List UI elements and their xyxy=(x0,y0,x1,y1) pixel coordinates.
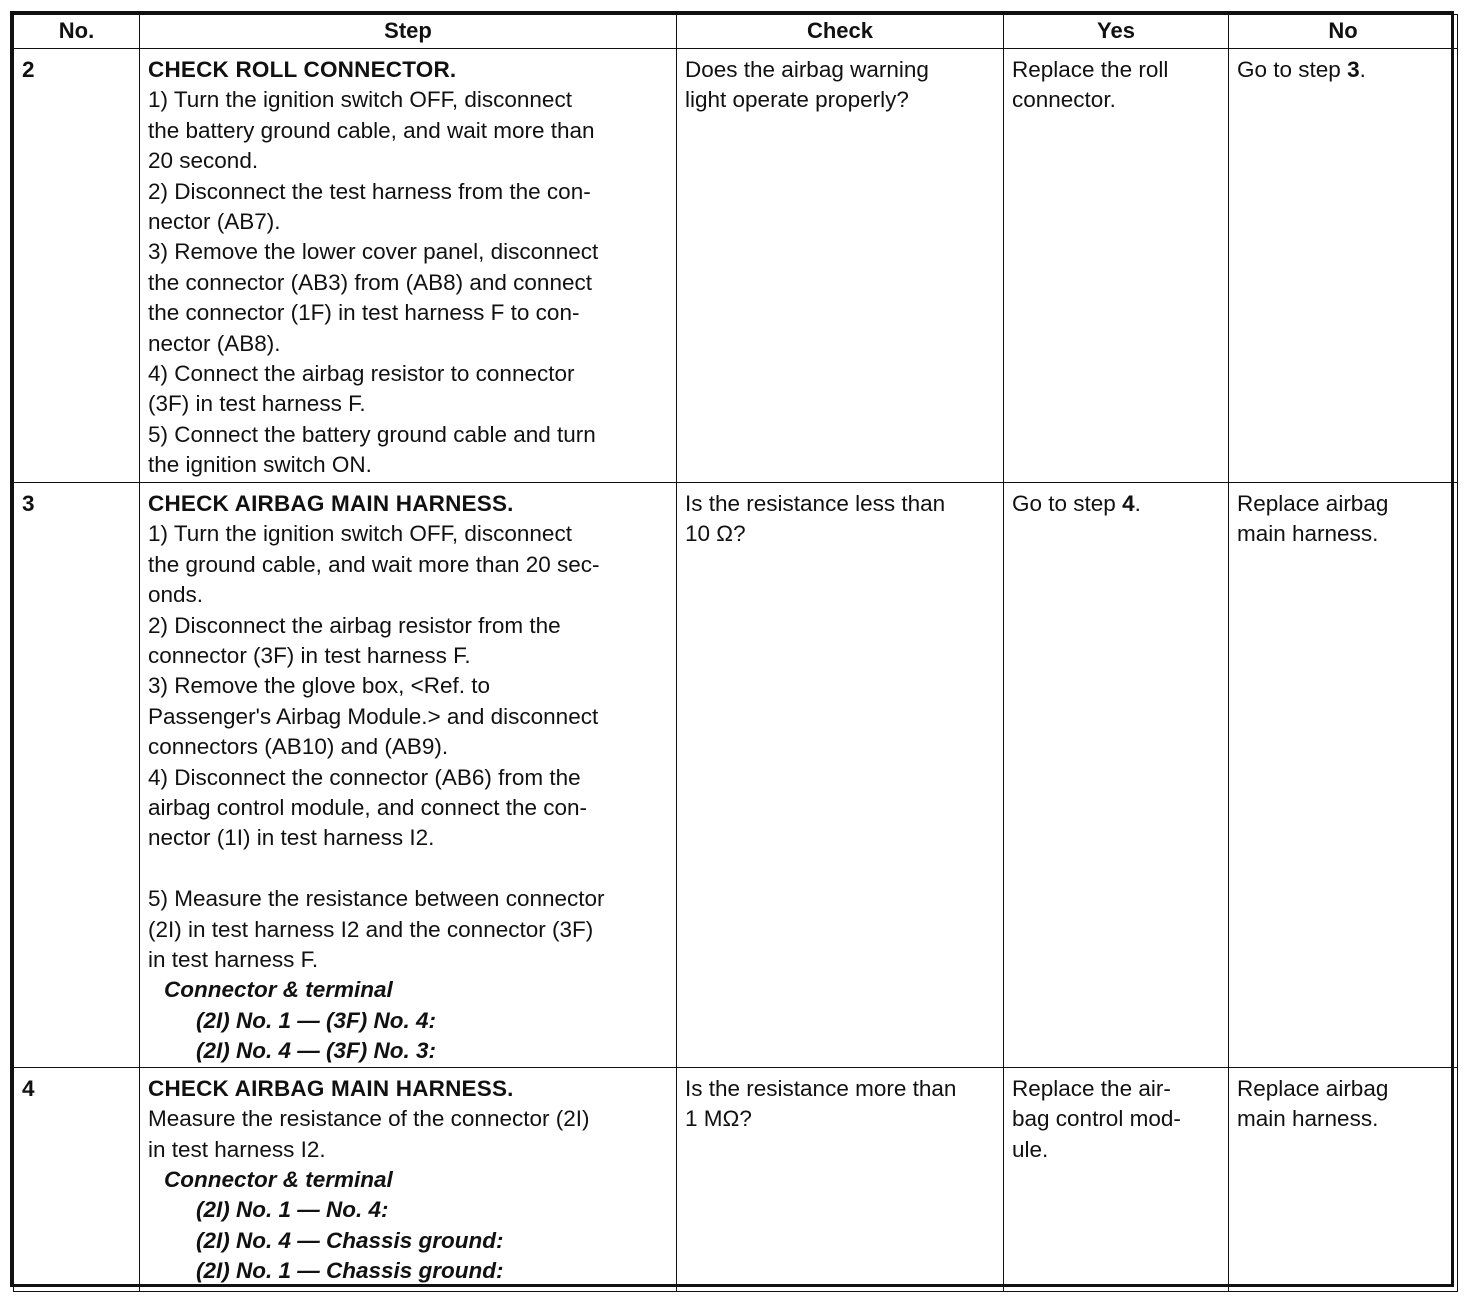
check-line: Does the airbag warning xyxy=(685,57,929,82)
table-header-row xyxy=(14,15,1458,49)
step-title: CHECK ROLL CONNECTOR. xyxy=(148,57,457,82)
step-line: airbag control module, and connect the con- xyxy=(148,795,588,821)
check-line: 1 MΩ? xyxy=(685,1106,752,1132)
check-cell xyxy=(677,483,1004,1068)
check-line: Is the resistance less than xyxy=(685,491,946,516)
no-cell xyxy=(1229,483,1458,1068)
step-line: (3F) in test harness F. xyxy=(148,391,366,417)
step-line: 5) Connect the battery ground cable and turn xyxy=(148,421,596,447)
step-line: nector (1I) in test harness I2. xyxy=(148,825,435,851)
terminal-line: (2I) No. 1 — No. 4: xyxy=(196,1197,389,1223)
step-line: 2) Disconnect the airbag resistor from the xyxy=(148,612,561,638)
yes-cell xyxy=(1004,483,1229,1068)
table-row xyxy=(14,49,1458,483)
table-row xyxy=(14,483,1458,1068)
step-line: 20 second. xyxy=(148,148,259,174)
step-line: the connector (1F) in test harness F to con- xyxy=(148,300,580,326)
step-line: the ground cable, and wait more than 20 sec- xyxy=(148,551,600,577)
yes-prefix: Go to step xyxy=(1012,491,1123,516)
step-line: 3) Remove the glove box, <Ref. to xyxy=(148,673,491,699)
step-line: the battery ground cable, and wait more than xyxy=(148,117,595,143)
yes-cell xyxy=(1004,49,1229,483)
blank-line xyxy=(148,854,668,884)
step-line: 3) Remove the lower cover panel, disconnect xyxy=(148,239,599,265)
step-line: in test harness I2. xyxy=(148,1136,326,1162)
diagnostic-table-frame xyxy=(10,11,1454,1287)
no-cell xyxy=(1229,1067,1458,1291)
no-line: Replace airbag xyxy=(1237,491,1389,516)
step-line: connectors (AB10) and (AB9). xyxy=(148,734,449,760)
terminal-line: (2I) No. 1 — Chassis ground: xyxy=(196,1258,504,1284)
no-step-ref: 3 xyxy=(1347,57,1360,82)
step-line: 4) Connect the airbag resistor to connector xyxy=(148,361,575,387)
yes-line xyxy=(1012,489,1220,519)
step-line: nector (AB8). xyxy=(148,330,281,356)
step-number: 4 xyxy=(14,1067,140,1291)
terminal-heading: Connector & terminal xyxy=(164,977,393,1003)
header-no-result: No xyxy=(1229,15,1458,49)
check-cell xyxy=(677,1067,1004,1291)
step-title: CHECK AIRBAG MAIN HARNESS. xyxy=(148,491,514,516)
step-line: in test harness F. xyxy=(148,947,319,973)
step-line: Measure the resistance of the connector (2I) xyxy=(148,1106,590,1132)
step-cell xyxy=(140,483,677,1068)
yes-line: bag control mod- xyxy=(1012,1106,1181,1132)
no-cell xyxy=(1229,49,1458,483)
terminal-heading: Connector & terminal xyxy=(164,1166,393,1192)
no-line: main harness. xyxy=(1237,1106,1379,1132)
no-line: Replace airbag xyxy=(1237,1075,1389,1101)
terminal-line: (2I) No. 1 — (3F) No. 4: xyxy=(196,1007,437,1033)
terminal-line: (2I) No. 4 — (3F) No. 3: xyxy=(196,1038,437,1064)
no-suffix: . xyxy=(1359,57,1366,82)
yes-line: Replace the roll xyxy=(1012,57,1169,82)
header-step: Step xyxy=(140,15,677,49)
step-line: 4) Disconnect the connector (AB6) from the xyxy=(148,764,581,790)
no-line: main harness. xyxy=(1237,521,1379,547)
yes-line: Replace the air- xyxy=(1012,1075,1171,1101)
step-cell xyxy=(140,49,677,483)
header-no: No. xyxy=(14,15,140,49)
step-number: 2 xyxy=(14,49,140,483)
step-line: 5) Measure the resistance between connector xyxy=(148,886,605,912)
check-line: light operate properly? xyxy=(685,87,909,113)
step-line: 2) Disconnect the test harness from the con- xyxy=(148,178,591,204)
yes-step-ref: 4 xyxy=(1122,491,1135,516)
step-cell xyxy=(140,1067,677,1291)
diagnostic-table xyxy=(13,14,1458,1292)
step-line: (2I) in test harness I2 and the connector (3F) xyxy=(148,916,594,942)
header-yes: Yes xyxy=(1004,15,1229,49)
yes-line: ule. xyxy=(1012,1136,1049,1162)
yes-suffix: . xyxy=(1134,491,1141,516)
check-cell xyxy=(677,49,1004,483)
yes-line: connector. xyxy=(1012,87,1116,113)
no-prefix: Go to step xyxy=(1237,57,1348,82)
step-line: nector (AB7). xyxy=(148,209,281,235)
step-line: connector (3F) in test harness F. xyxy=(148,643,471,669)
header-check: Check xyxy=(677,15,1004,49)
table-row xyxy=(14,1067,1458,1291)
step-number: 3 xyxy=(14,483,140,1068)
terminal-line: (2I) No. 4 — Chassis ground: xyxy=(196,1227,504,1253)
no-line xyxy=(1237,55,1449,85)
step-line: Passenger's Airbag Module.> and disconnect xyxy=(148,703,599,729)
check-line: 10 Ω? xyxy=(685,521,746,547)
yes-cell xyxy=(1004,1067,1229,1291)
check-line: Is the resistance more than xyxy=(685,1075,957,1101)
step-line: the connector (AB3) from (AB8) and connect xyxy=(148,269,592,295)
step-line: 1) Turn the ignition switch OFF, disconnect xyxy=(148,521,572,547)
step-title: CHECK AIRBAG MAIN HARNESS. xyxy=(148,1075,514,1101)
step-line: 1) Turn the ignition switch OFF, disconnect xyxy=(148,87,572,113)
step-line: onds. xyxy=(148,582,204,608)
step-line: the ignition switch ON. xyxy=(148,452,372,478)
